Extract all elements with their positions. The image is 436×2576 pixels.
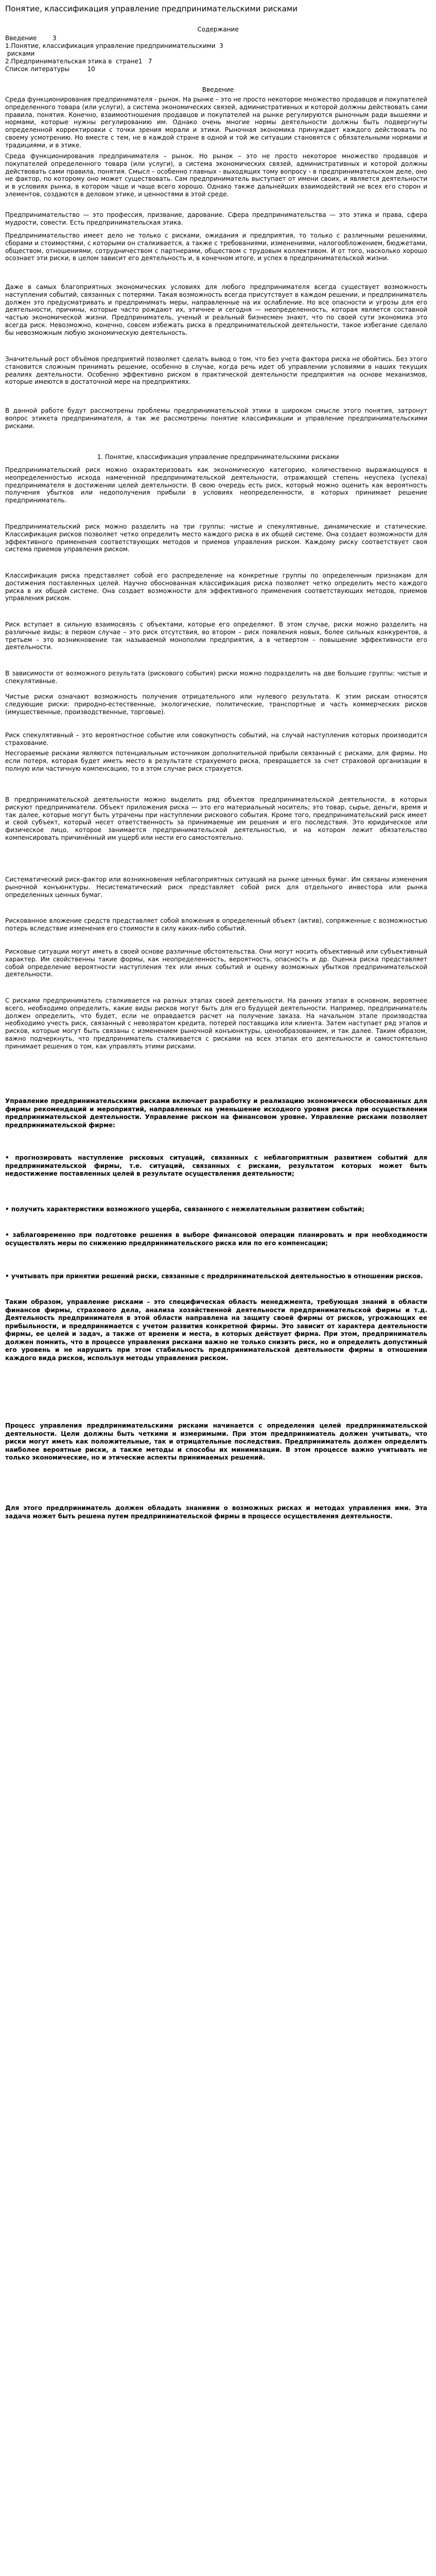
section1-paragraph: Рискованное вложение средств представляет собой вложения в определенный объект (актив), сопряженные с возможностью потерь вследствие изменения его стоимости в силу каких-либо событий. <box>5 917 427 932</box>
intro-paragraph: Предпринимательство — это профессия, призвание, дарование. Сфера предпринимательства — это этика и права, сфера мудрости, совести. Есть предпринимательская этика. <box>5 211 427 226</box>
intro-paragraph: Значительный рост объёмов предприятий позволяет сделать вывод о том, что без учета фактора риска не обойтись. Без этого становится сложным принимать решение, особенно в случае, когда речь идет об управлении условиями в наших текущих реалиях деятельности. Особенно эффективно риском в практической деятельности предприятия на основе механизмов, которые имеются в достаточной мере на предприятиях. <box>5 355 427 386</box>
toc-item: Список литературы 10 <box>5 65 95 73</box>
section1-bullet: • прогнозировать наступление рисковых ситуаций, связанных с неблагоприятным развитием событий для предпринимательской фирмы, т.е. ситуаций, связанных с рисками, результатом которых может быть недостижение поставленных целей в результате осуществления деятельности; <box>5 1154 427 1177</box>
intro-paragraph: Предпринимательство имеет дело не только с рисками, ожидания и предприятия, то только с различными решениями, сборами и стоимостями, с которыми он сталкивается, а также с требованиями, изменениями, налогообложением, бюджетами, обществом, отношениями, сотрудничеством с партнерами, обществом с трудовым коллективом. И от того, насколько хорошо осознает эти риски, в целом зависит его деятельность и, в конечном итоге, и успех в предпринимательской жизни. <box>5 232 427 262</box>
section1-paragraph: С рисками предприниматель сталкивается на разных этапах своей деятельности. На ранних этапах в основном, вероятнее всего, необходимо определить, какие виды рисков могут быть для его будущей деятельности. Например, предприниматель должен определить, что будет, если не оправдается расчет на получение заказа. На начальном этапе производства необходимо учесть риск, связанный с невозвратом кредита, потерей поставщика или клиента. Затем наступает ряд этапов и рисков, которые могут быть связаны с изменением рыночной конъюнктуры, ценообразованием, и так далее. Таким образом, важно подчеркнуть, что предприниматель сталкивается с рисками на всех этапах его деятельности и самостоятельно принимает решения о том, как управлять этими рисками. <box>5 997 427 1050</box>
toc-item: Введение 3 <box>5 35 57 42</box>
section1-paragraph: Несгораемые рисками являются потенциальным источником дополнительной прибыли связанный с рисками, для фирмы. Но если потеря, которая будет иметь место в результате страхуемого риска, превращается за счет страховой организации в полную или частичную компенсацию, то в этом случае риск страхуется. <box>5 750 427 772</box>
intro-paragraph: Среда функционирования предпринимателя – рынок. Но рынок – это не просто некоторое множество продавцов и покупателей определенного товара (или услуги), а система экономических связей, административных и которой должны действовать сами правила, понятия. Смысл – особенно главных - выходящих тому вопросу - в предпринимательском деле, оно не фактор, по которому оно может существовать. Сам предприниматель выступает от имени своих, и является деятельности и в условиях рынка, в котором чаще и чаще всего хорошо. Однако также дальнейших взаимодействий не всех его сторон и элементов, создаются в деловом этике, и ценностями в этой среде. <box>5 152 427 198</box>
toc-item: рисками <box>5 50 35 57</box>
section1-paragraph: Предпринимательский риск можно охарактеризовать как экономическую категорию, количественно выражающуюся в неопределенностью исхода намеченной предпринимательской деятельности, отражающей степень неуспеха (успеха) предпринимателя в достижении целей деятельности. В свою очередь есть риск, который можно оценить как вероятность получения убытков или недополучения прибыли в условиях неопределенности, в которых принимает решение предприниматель. <box>5 466 427 504</box>
intro-paragraph: В данной работе будут рассмотрены проблемы предпринимательской этики в широком смысле этого понятия, затронут вопрос этикета предпринимателя, а так же рассмотрены понятие классификации и управление предпринимательскими рисками. <box>5 407 427 430</box>
section1-heading: 1. Понятие, классификация управление предпринимательскими рисками <box>97 453 339 461</box>
intro-paragraph: Среда функционирования предпринимателя - рынок. На рынке – это не просто некоторое множество продавцов и покупателей определенного товара (или услуги), а система экономических связей, административных и которой должны действовать сами правила, понятия. Конечно, взаимоотношения продавцов и покупателей на рынке регулируются рыночным ради вышеями и нормами, которые нужны регулированию им. Однако очень многие нормы деятельности должны быть подвергнуты определенной корректировки с точки зрения морали и этики. Рыночная экономика принуждает каждого действовать по своему усмотрению. Но вместе с тем, не в каждой стране в одной и той же ситуации становятся с обязательными нормами и традициями, и в этике. <box>5 96 427 149</box>
section1-bullet: • получить характеристики возможного ущерба, связанного с нежелательным развитием событий; <box>5 1206 364 1213</box>
section1-bold-paragraph: Управление предпринимательскими рисками включает разработку и реализацию экономически обоснованных для фирмы рекомендаций и мероприятий, направленных на уменьшение исходного уровня риска при осуществлении предпринимательской деятельности. Управление риском на финансовом уровне. Управление рисками позволяет предпринимательской фирме: <box>5 1097 427 1129</box>
toc-heading: Содержание <box>197 26 239 33</box>
intro-heading: Введение <box>202 86 234 93</box>
section1-paragraph: Классификация риска представляет собой его распределение на конкретные группы по определенным признакам для достижения поставленных целей. Научно обоснованная классификация риска позволяет четко определить место каждого риска в их общей системе. Она создает возможности для эффективного применения соответствующих методов, приемов управления риском. <box>5 572 427 602</box>
section1-paragraph: В зависимости от возможного результата (рискового события) риски можно подразделить на две большие группы: чистые и спекулятивные. <box>5 670 427 685</box>
section1-bullet: • учитывать при принятии решений риски, связанные с предпринимательской деятельностью в отношении рисков. <box>5 1273 423 1280</box>
section1-bullet: • заблаговременно при подготовке решения в выборе финансовой операции планировать и при необходимости осуществлять меры по снижению предпринимательского риска или по его компенсации; <box>5 1231 427 1247</box>
section1-paragraph: Риск вступает в сильную взаимосвязь с объектами, которые его определяют. В этом случае, риски можно разделить на различные виды; в первом случае – это риск отсутствия, во втором – риск появления новых, более сильных конкурентов, а третьем – это возникновение так называемой монополии предприятия, а в четвертом – повышение эффективности его деятельности. <box>5 621 427 651</box>
section1-bold-paragraph: Таким образом, управление рисками – это специфическая область менеджмента, требующая знаний в области финансов фирмы, страхового дела, анализа хозяйственной деятельности предпринимательской фирмы и т.д. Деятельность предпринимателя в этой области направлена на защиту своей фирмы от рисков, угрожающих ее прибыльности, и предпринимается с учетом развития конкретной фирмы. Это зависит от характера деятельности фирмы, ее целей и задач, а также от времени и места, в которых действует фирма. При этом, предприниматель должен помнить, что в процессе управления рисками важно не только снизить риск, но и определить допустимый его уровень и не нарушить при этом стабильность предпринимательской деятельности фирмы в отношении каждого вида рисков, используя методы управления риском. <box>5 1298 427 1362</box>
toc-item: 1.Понятие, классификация управление предпринимательскими 3 <box>5 42 223 49</box>
section1-paragraph: Рисковые ситуации могут иметь в своей основе различные обстоятельства. Они могут носить объективный или субъективный характер. Им свойственны такие формы, как неопределенность, вероятность, опасность и др. Оценка риска представляет собой определение вероятности наступления тех или иных событий и оценку возможных убытков предпринимательской деятельности. <box>5 948 427 978</box>
section1-bold-paragraph: Процесс управления предпринимательскими рисками начинается с определения целей предпринимательской деятельности. Цели должны быть четкими и измеримыми. При этом предприниматель должен учитывать, что риски могут иметь как положительные, так и отрицательные последствия. Предприниматель должен определить наиболее вероятные риски, а также методы и способы их минимизации. В этом процессе важно учитывать не только экономические, но и этические аспекты принимаемых решений. <box>5 1422 427 1461</box>
intro-paragraph: Даже в самых благоприятных экономических условиях для любого предпринимателя всегда существует возможность наступления событий, связанных с потерями. Такая возможность всегда присутствует в каждом решении, и предприниматель должен это предусматривать и предпринимать меры, направленные на их ослабление. Но все опасности и угрозы для его деятельности, причины, которые часто рождают их, этичнее и сегодня — неопределенность, которая является составной частью экономической жизни. Предприниматель, ученый и реальный бизнесмен знают, что по своей сути экономика это всегда риск. Невозможно, конечно, совсем избежать риска в предпринимательской деятельности, такое избегание сделало бы невозможным любую экономическую деятельность. <box>5 283 427 336</box>
section1-paragraph: Предпринимательский риск можно разделить на три группы: чистые и спекулятивные, динамические и статические. Классификация рисков позволяет четко определить место каждого риска в их общей системе. Она создает возможности для эффективного применения соответствующих методов и приемов управления риском. Каждому риску соответствует своя система приемов управления риском. <box>5 523 427 553</box>
section1-paragraph: Чистые риски означают возможность получения отрицательного или нулевого результата. К этим рискам относятся следующие риски: природно-естественные, экологические, политические, транспортные и часть коммерческих рисков (имущественные, производственные, торговые). <box>5 693 427 716</box>
section1-paragraph: Систематический риск-фактор или возникновения неблагоприятных ситуаций на рынке ценных бумаг. Им связаны изменения рыночной конъюнктуры. Несистематический риск представляет собой риск для отдельного инвестора или рынка определенных ценных бумаг. <box>5 876 427 899</box>
section1-paragraph: Риск спекулятивный – это вероятностное событие или совокупность событий, на случай наступления которых производится страхование. <box>5 732 427 747</box>
section1-bold-paragraph: Для этого предприниматель должен обладать знаниями о возможных рисках и методах управления ими. Эта задача может быть решена путем предпринимательской фирмы в процессе осуществления деятельности. <box>5 1504 427 1520</box>
toc-item: 2.Предпринимательская этика в стране1 7 <box>5 58 152 65</box>
document-title: Понятие, классификация управление предпринимательскими рисками <box>5 4 298 13</box>
section1-paragraph: В предпринимательской деятельности можно выделить ряд объектов предпринимательской деятельности, в которых рискуют предприниматели. Объект приложения риска — это его материальный носитель; это товар, сырье, деньги, время и так далее, которые могут быть утрачены при наступлении рискового события. Кроме того, предпринимательский риск имеет и свой субъект, который несет ответственность за принимаемые им решения и его последствия. Это юридическое или физическое лицо, которое занимается предпринимательской деятельностью, и на котором лежит обязательство компенсировать причинённый им ущерб или нести его самостоятельно. <box>5 796 427 841</box>
